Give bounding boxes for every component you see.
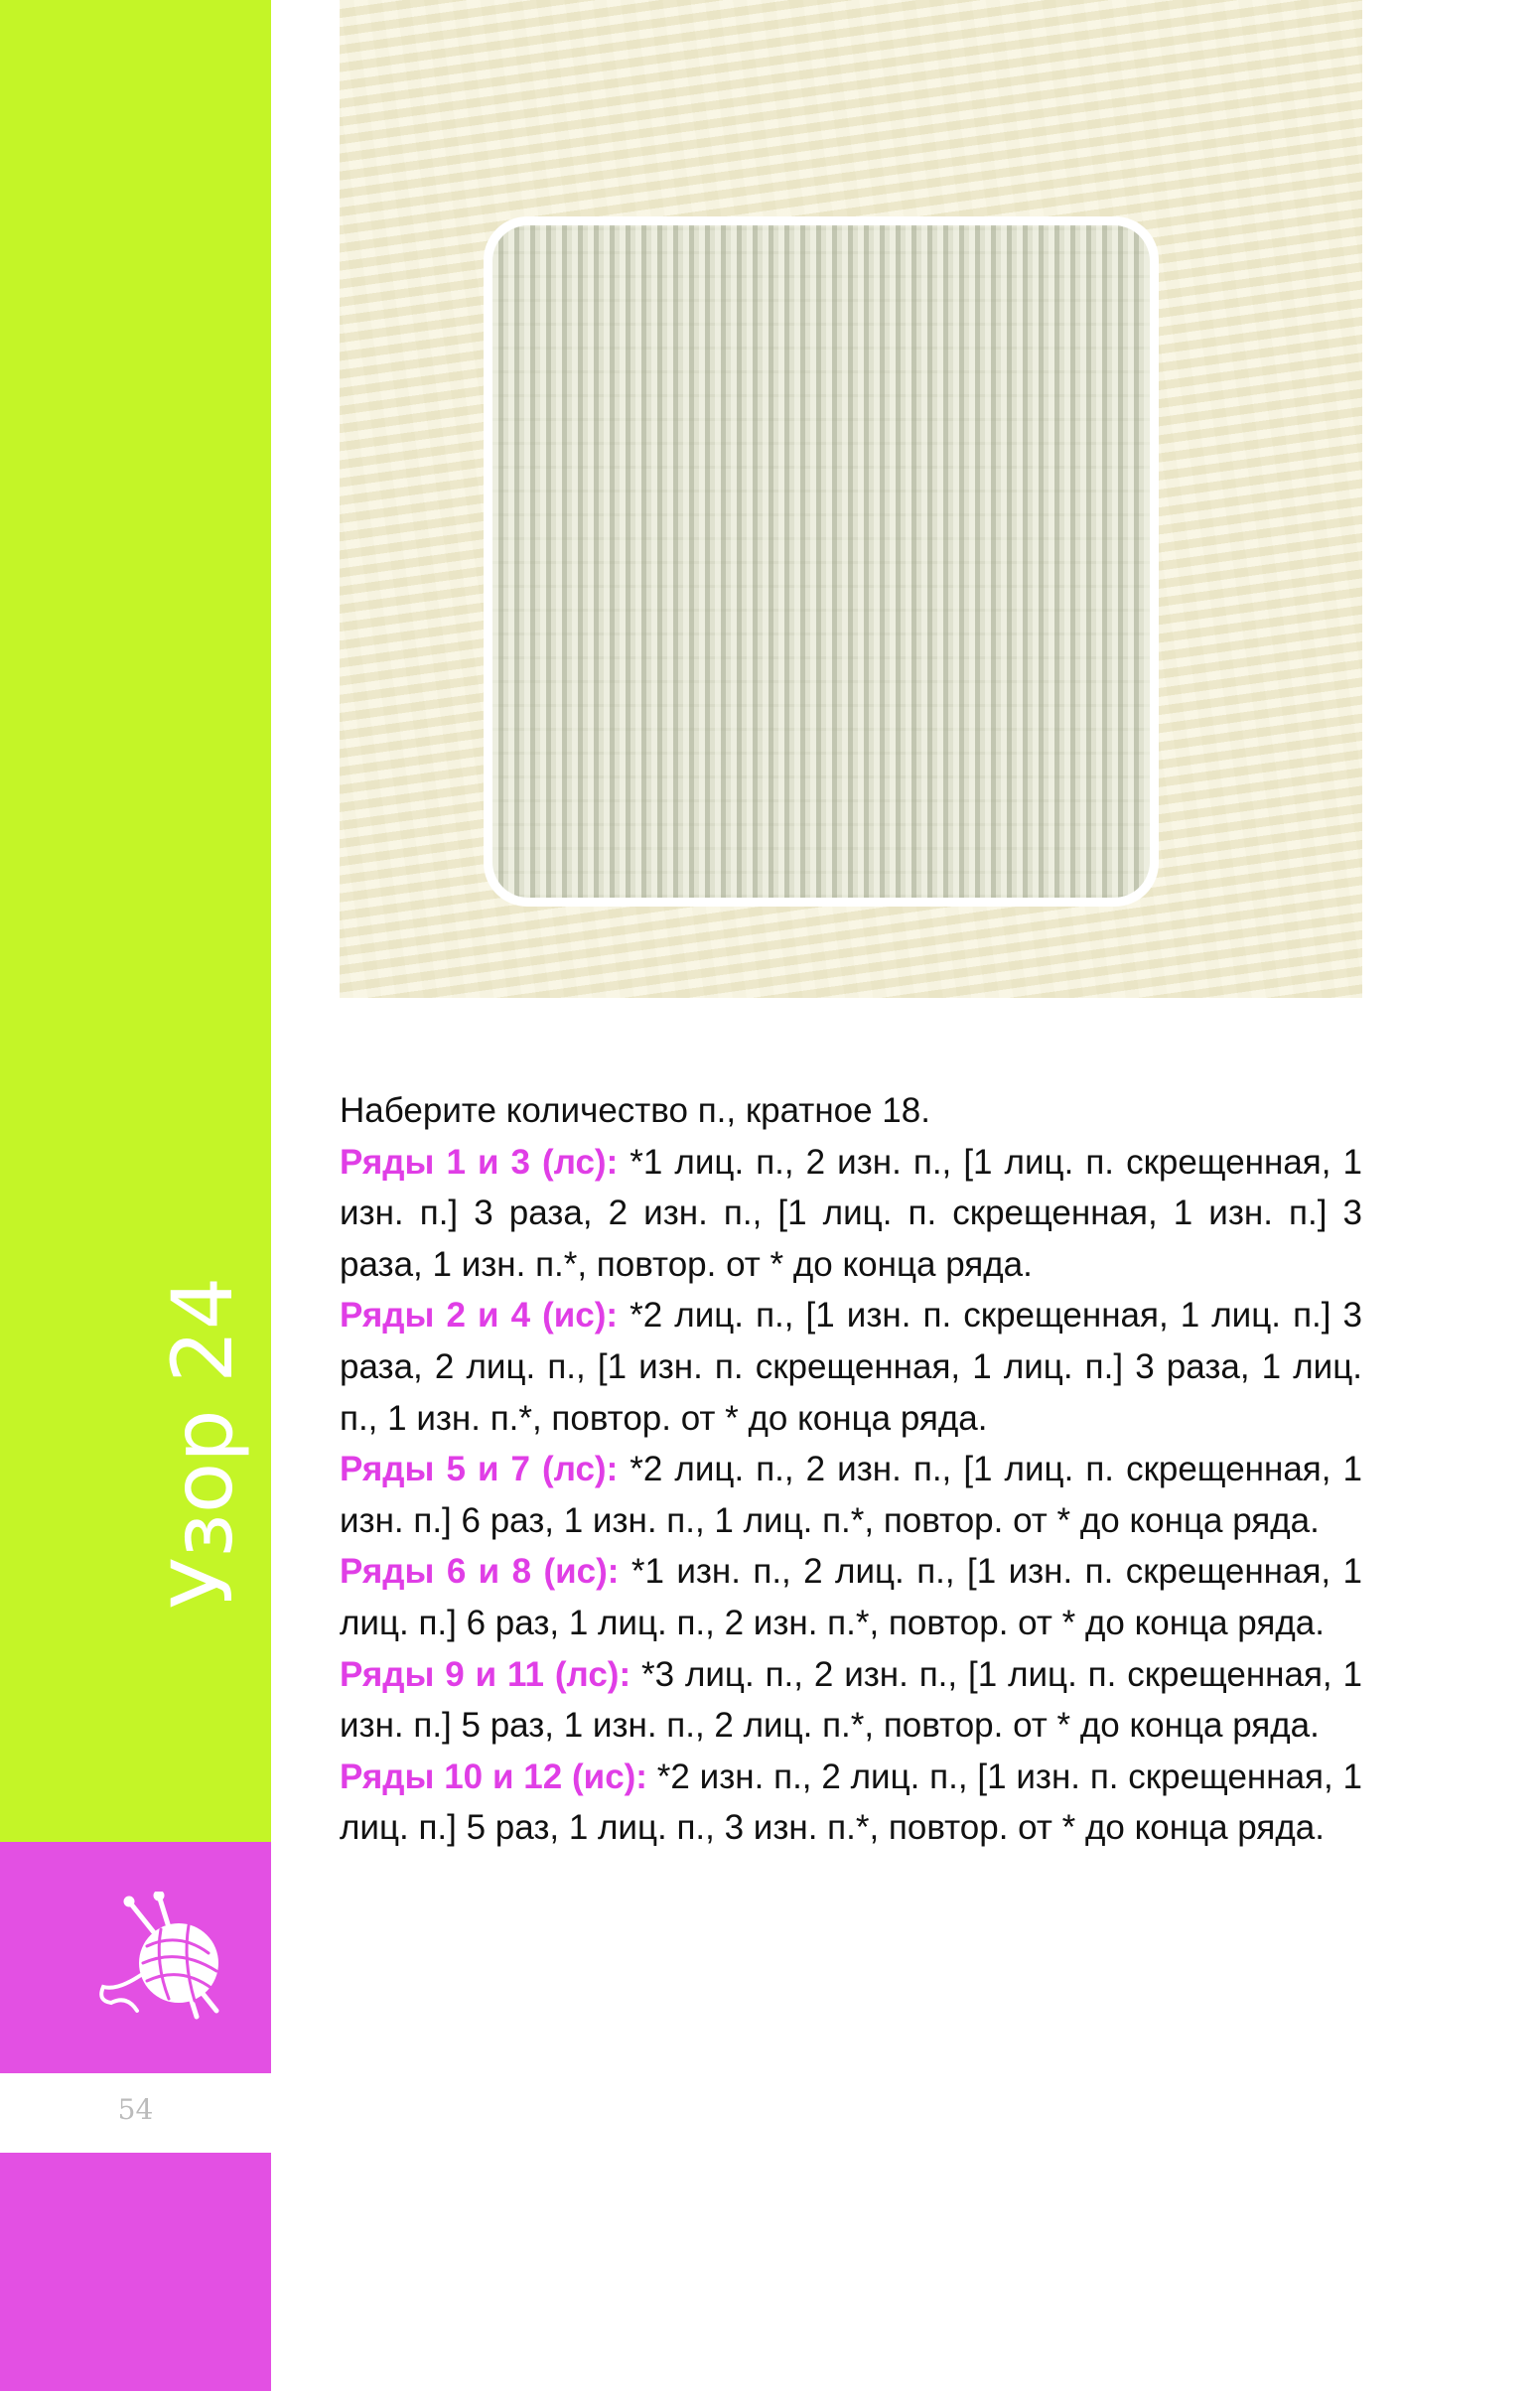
row-instruction — [340, 1546, 1362, 1648]
knitted-swatch-photo — [340, 0, 1362, 998]
yarn-ball-knitting-needles-icon — [97, 1892, 246, 2031]
swatch-frame — [484, 216, 1159, 907]
row-label: Ряды 5 и 7 (лс): — [340, 1450, 619, 1489]
row-label: Ряды 6 и 8 (ис): — [340, 1552, 620, 1592]
row-text: *1 лиц. п., 2 изн. п., [1 лиц. п. скрещенная, 1 изн. п.] 3 раза, 2 изн. п., [1 лиц. п. скрещенная, 1 изн. п.] 3 раза, 1 изн. п.*, повтор. от * до конца ряда. — [340, 1142, 1362, 1284]
row-instruction — [340, 1137, 1362, 1291]
page-number: 54 — [117, 2093, 154, 2126]
row-instruction — [340, 1290, 1362, 1444]
sidebar — [0, 0, 271, 2391]
row-text: *3 лиц. п., 2 изн. п., [1 лиц. п. скрещенная, 1 изн. п.] 5 раз, 1 изн. п., 2 лиц. п.*, повтор. от * до конца ряда. — [340, 1654, 1362, 1746]
row-instruction — [340, 1649, 1362, 1752]
row-label: Ряды 9 и 11 (лс): — [340, 1654, 631, 1694]
row-label: Ряды 10 и 12 (ис): — [340, 1757, 647, 1796]
row-text: *2 лиц. п., 2 изн. п., [1 лиц. п. скрещенная, 1 изн. п.] 6 раз, 1 изн. п., 1 лиц. п.*, повтор. от * до конца ряда. — [340, 1450, 1362, 1540]
cast-on-instruction: Наберите количество п., кратное 18. — [340, 1091, 930, 1130]
row-text: *1 изн. п., 2 лиц. п., [1 изн. п. скрещенная, 1 лиц. п.] 6 раз, 1 лиц. п., 2 изн. п.*, повтор. от * до конца ряда. — [340, 1552, 1362, 1642]
sidebar-bottom-band — [0, 2153, 271, 2391]
row-text: *2 изн. п., 2 лиц. п., [1 изн. п. скрещенная, 1 лиц. п.] 5 раз, 1 лиц. п., 3 изн. п.*, повтор. от * до конца ряда. — [340, 1757, 1362, 1848]
knitted-swatch — [492, 225, 1150, 898]
pattern-title: Узор 24 — [154, 1276, 251, 1609]
row-instruction — [340, 1752, 1362, 1854]
row-text: *2 лиц. п., [1 изн. п. скрещенная, 1 лиц. п.] 3 раза, 2 лиц. п., [1 изн. п. скрещенная, 1 лиц. п.] 3 раза, 1 лиц. п., 1 изн. п.*, повтор. от * до конца ряда. — [340, 1296, 1362, 1438]
pattern-instructions — [340, 1085, 1362, 1854]
row-label: Ряды 1 и 3 (лс): — [340, 1142, 619, 1182]
row-instruction — [340, 1444, 1362, 1546]
row-label: Ряды 2 и 4 (ис): — [340, 1296, 619, 1336]
